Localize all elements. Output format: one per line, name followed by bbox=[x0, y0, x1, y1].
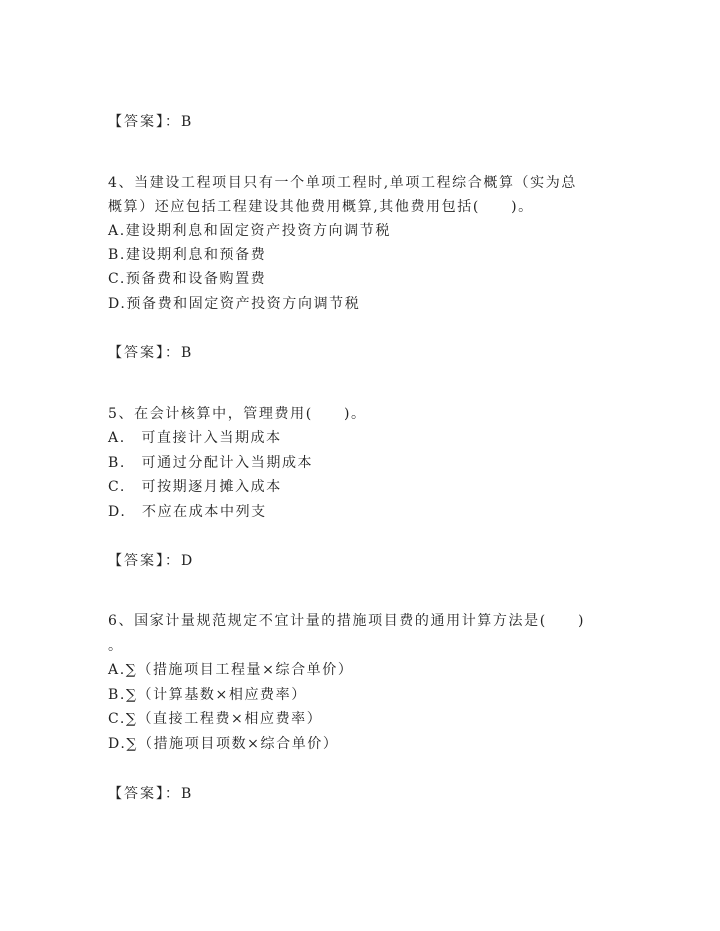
question-stem: 5、在会计核算中，管理费用( )。 bbox=[108, 406, 367, 422]
option-c: C. 可按期逐月摊入成本 bbox=[108, 479, 282, 495]
question-stem: 6、国家计量规范规定不宜计量的措施项目费的通用计算方法是( ) bbox=[108, 613, 586, 629]
option-d: D.∑（措施项目项数×综合单价） bbox=[108, 736, 339, 752]
option-a: A. 可直接计入当期成本 bbox=[108, 430, 282, 446]
option-d: D. 不应在成本中列支 bbox=[108, 504, 267, 520]
option-a: A.∑（措施项目工程量×综合单价） bbox=[108, 662, 354, 678]
answer: 【答案】：D bbox=[108, 553, 195, 569]
option-d: D.预备费和固定资产投资方向调节税 bbox=[108, 296, 361, 312]
option-b: B.∑（计算基数×相应费率） bbox=[108, 687, 307, 703]
option-c: C.预备费和设备购置费 bbox=[108, 271, 267, 287]
answer-prev: 【答案】：B bbox=[108, 114, 194, 130]
question-stem: 概算）还应包括工程建设其他费用概算,其他费用包括( )。 bbox=[108, 199, 534, 215]
option-b: B. 可通过分配计入当期成本 bbox=[108, 455, 314, 471]
answer: 【答案】：B bbox=[108, 345, 194, 361]
question-stem: 。 bbox=[108, 638, 124, 654]
option-b: B.建设期利息和预备费 bbox=[108, 247, 267, 263]
question-stem: 4、当建设工程项目只有一个单项工程时,单项工程综合概算（实为总 bbox=[108, 175, 577, 191]
option-a: A.建设期利息和固定资产投资方向调节税 bbox=[108, 223, 391, 239]
answer: 【答案】：B bbox=[108, 786, 194, 802]
option-c: C.∑（直接工程费×相应费率） bbox=[108, 711, 323, 727]
